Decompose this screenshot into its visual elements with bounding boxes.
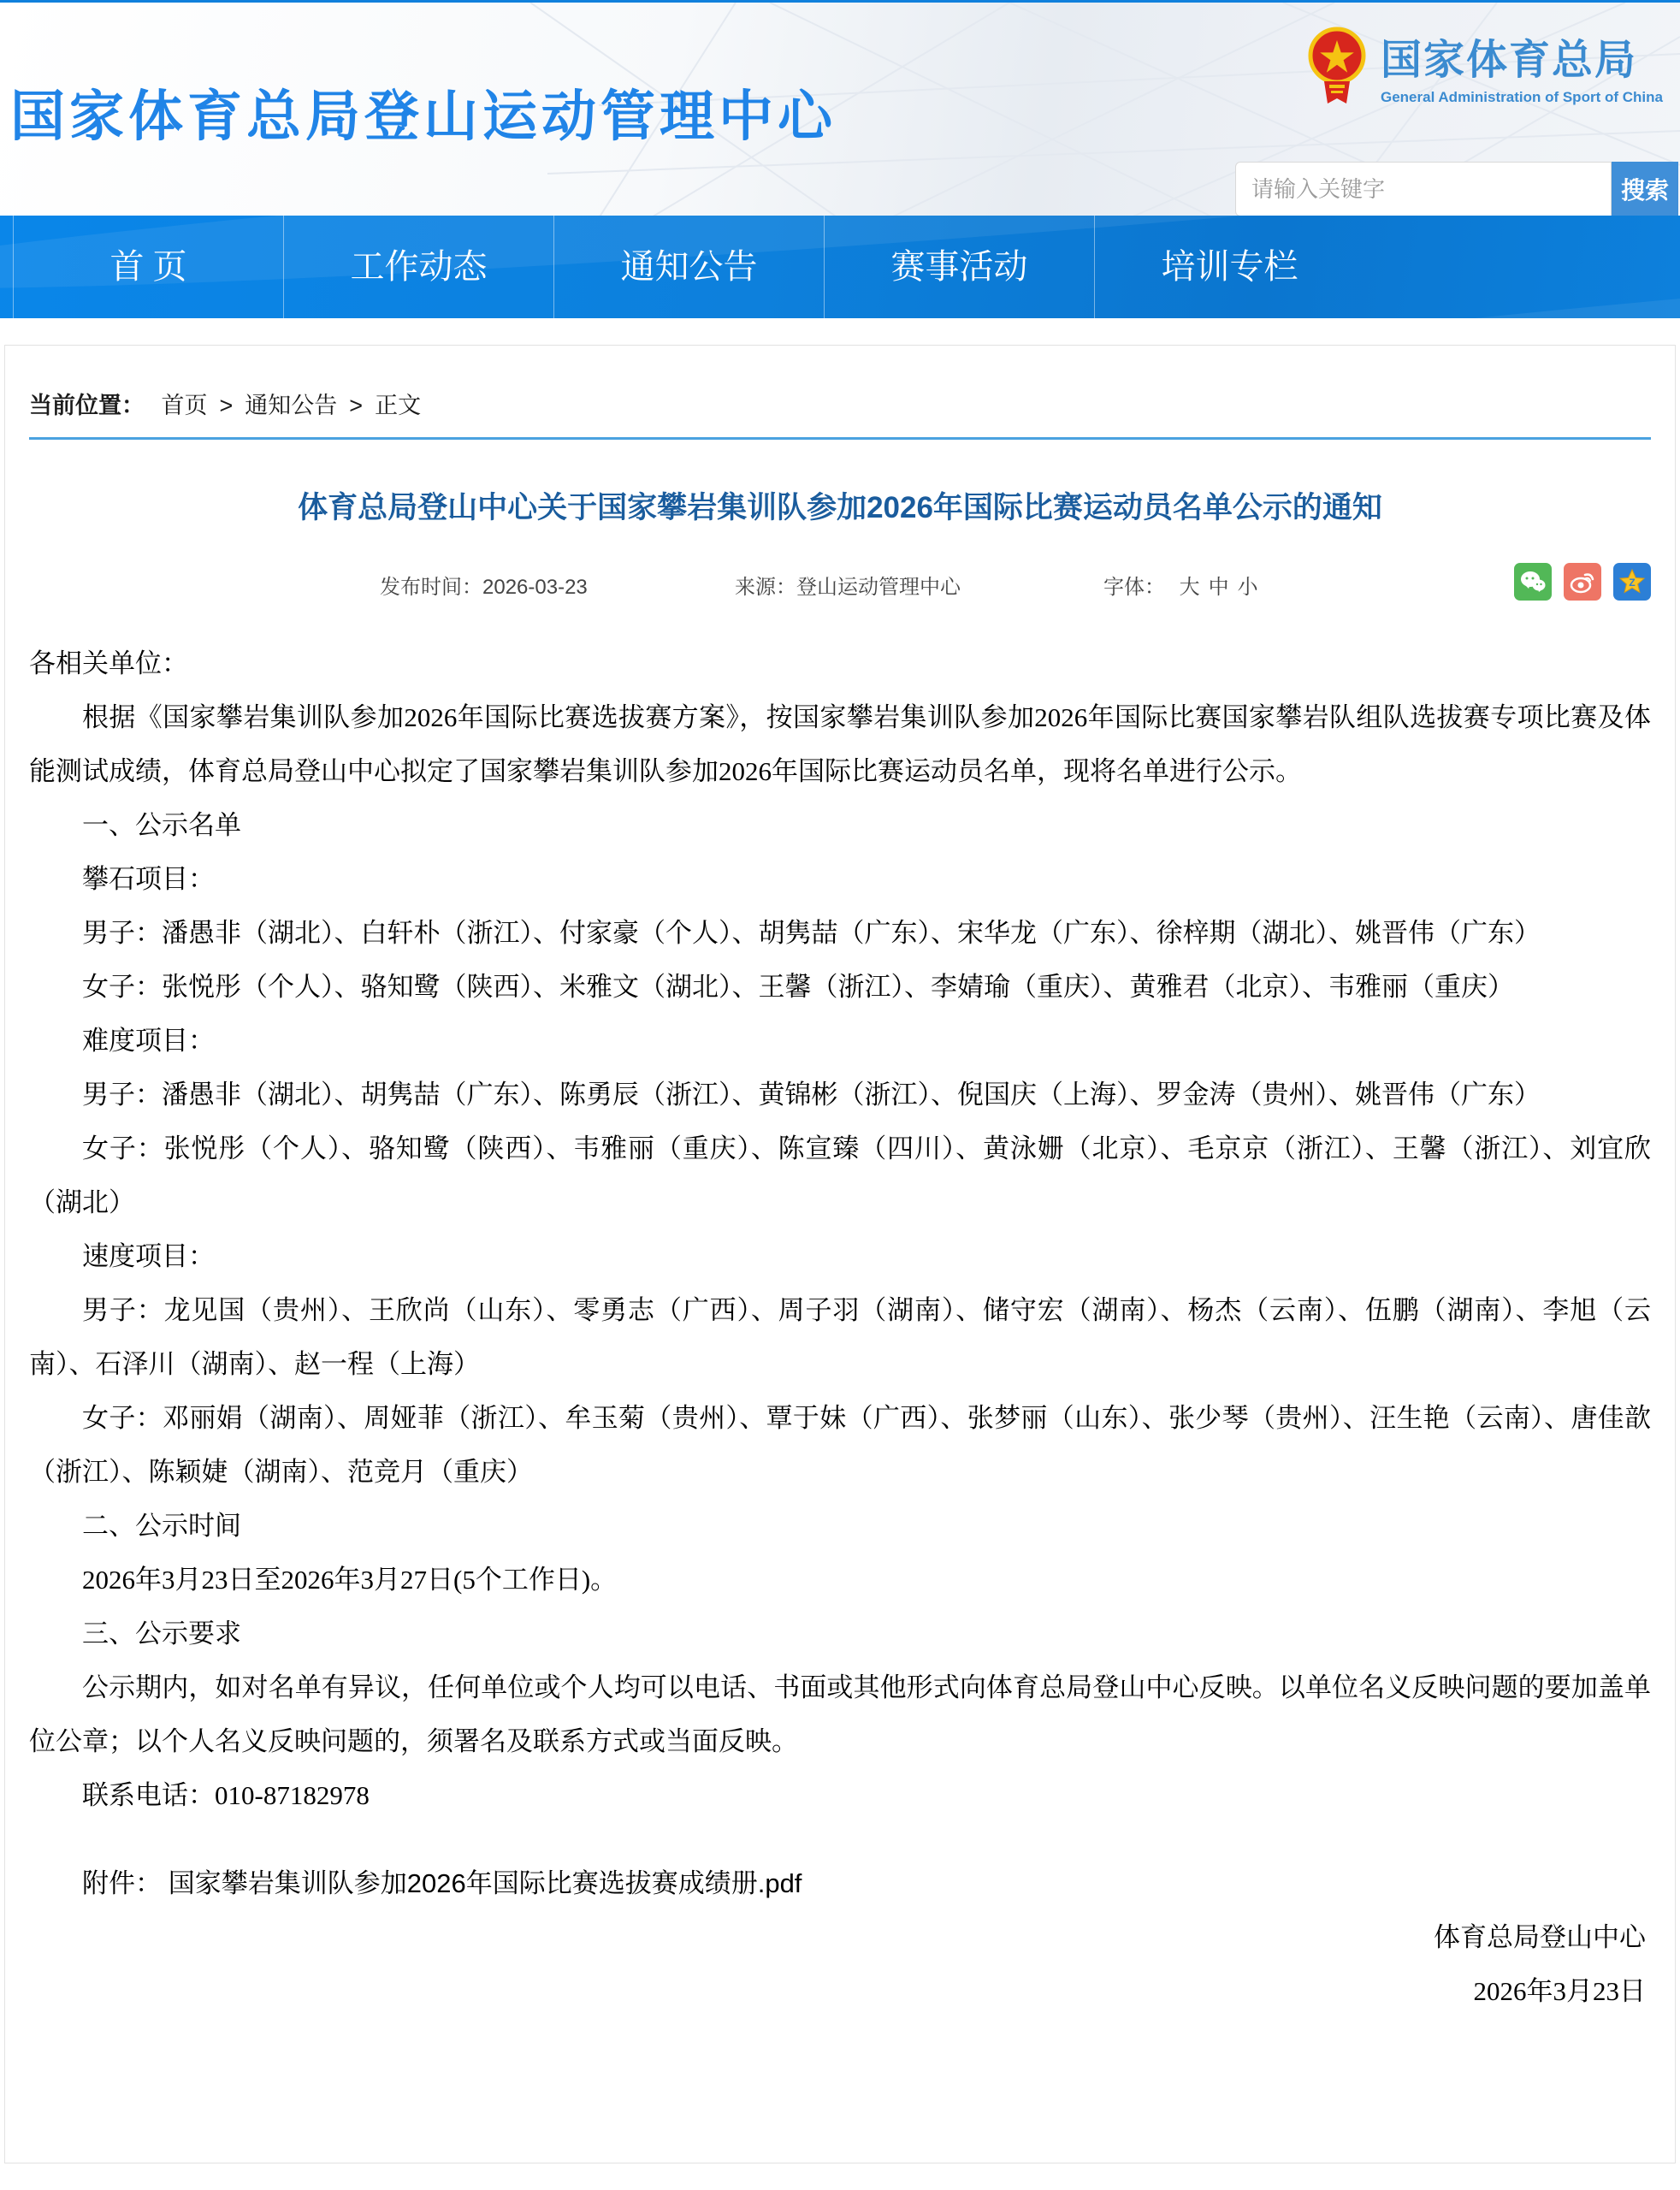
search-button[interactable]: 搜索: [1612, 162, 1678, 216]
publish-time-label: 发布时间：: [380, 576, 482, 599]
breadcrumb-separator: >: [349, 393, 364, 418]
article-paragraph-11: 男子：龙见国（贵州）、王欣尚（山东）、零勇志（广西）、周子羽（湖南）、储守宏（湖南）、杨杰（云南）、伍鹏（湖南）、李旭（云南）、石泽川（湖南）、赵一程（上海）: [29, 1295, 1651, 1379]
nav-item-3[interactable]: 通知公告: [553, 216, 824, 318]
blue-divider: [29, 437, 1651, 440]
wechat-share-icon[interactable]: [1514, 563, 1552, 601]
breadcrumb-item-1[interactable]: 首页: [161, 393, 208, 418]
breadcrumb-item-2[interactable]: 通知公告: [245, 393, 338, 418]
source-label: 来源：: [735, 576, 796, 599]
article-paragraph-7: 难度项目：: [82, 1026, 215, 1056]
article-paragraph-15: 三、公示要求: [82, 1619, 241, 1648]
font-size-option-1[interactable]: 大: [1179, 576, 1200, 599]
signature-date: 2026年3月23日: [1473, 1976, 1646, 2006]
font-size-label: 字体：: [1103, 576, 1165, 599]
article-footer: [29, 1856, 1651, 2018]
breadcrumb-separator: >: [219, 393, 234, 418]
article-paragraph-5: 男子：潘愚非（湖北）、白轩朴（浙江）、付家豪（个人）、胡隽喆（广东）、宋华龙（广东）、徐梓期（湖北）、姚晋伟（广东）: [82, 918, 1541, 948]
article-title: 体育总局登山中心关于国家攀岩集训队参加2026年国际比赛运动员名单公示的通知: [298, 491, 1382, 524]
nav-item-1[interactable]: 首 页: [13, 216, 283, 318]
weibo-share-icon[interactable]: [1564, 563, 1601, 601]
main-nav: [0, 216, 1680, 318]
gov-logo-title: 国家体育总局: [1381, 38, 1638, 83]
attachment-line: [29, 1856, 1651, 1910]
article-paragraph-9: 女子：张悦彤（个人）、骆知鹭（陕西）、韦雅丽（重庆）、陈宣臻（四川）、黄泳姗（北京）、毛京京（浙江）、王馨（浙江）、刘宜欣（湖北）: [29, 1133, 1651, 1217]
breadcrumb: [29, 346, 1651, 420]
article-paragraph-16: 公示期内，如对名单有异议，任何单位或个人均可以电话、书面或其他形式向体育总局登山中心反映。以单位名义反映问题的要加盖单位公章；以个人名义反映问题的，须署名及联系方式或当面反映。: [29, 1672, 1651, 1756]
article-paragraph-14: 2026年3月23日至2026年3月27日(5个工作日)。: [82, 1565, 618, 1595]
article-paragraph-12: 女子：邓丽娟（湖南）、周娅菲（浙江）、牟玉菊（贵州）、覃于妹（广西）、张梦丽（山东）、张少琴（贵州）、汪生艳（云南）、唐佳歆（浙江）、陈颖婕（湖南）、范竞月（重庆）: [29, 1403, 1651, 1487]
national-emblem-icon: [1307, 27, 1367, 105]
content-container: [4, 345, 1676, 2163]
source: [735, 570, 961, 600]
nav-item-4[interactable]: 赛事活动: [824, 216, 1094, 318]
article-paragraph-13: 二、公示时间: [82, 1511, 241, 1541]
breadcrumb-prefix: 当前位置：: [29, 393, 145, 418]
qzone-share-icon[interactable]: [1613, 563, 1651, 601]
font-size-option-2[interactable]: 中: [1208, 576, 1229, 599]
article-paragraph-8: 男子：潘愚非（湖北）、胡隽喆（广东）、陈勇辰（浙江）、黄锦彬（浙江）、倪国庆（上海）、罗金涛（贵州）、姚晋伟（广东）: [82, 1080, 1541, 1110]
attachment-label: 附件：: [82, 1868, 162, 1898]
article-paragraph-17: 联系电话：010-87182978: [82, 1780, 370, 1810]
font-size-option-3[interactable]: 小: [1237, 576, 1258, 599]
font-size-control: [1103, 570, 1258, 600]
signature-org: 体育总局登山中心: [1434, 1922, 1646, 1952]
gov-logo-subtitle: General Administration of Sport of China: [1381, 89, 1663, 105]
article-paragraph-1: 各相关单位：: [29, 648, 188, 678]
svg-text:Z: Z: [1629, 577, 1636, 589]
article-paragraph-6: 女子：张悦彤（个人）、骆知鹭（陕西）、米雅文（湖北）、王馨（浙江）、李婧瑜（重庆）、黄雅君（北京）、韦雅丽（重庆）: [82, 972, 1514, 1002]
article-paragraph-3: 一、公示名单: [82, 810, 241, 840]
site-title: 国家体育总局登山运动管理中心: [10, 86, 837, 147]
gov-logo[interactable]: [1307, 27, 1663, 106]
nav-item-2[interactable]: 工作动态: [283, 216, 553, 318]
article-paragraph-2: 根据《国家攀岩集训队参加2026年国际比赛选拔赛方案》，按国家攀岩集训队参加2026年国际比赛国家攀岩队组队选拔赛专项比赛及体能测试成绩，体育总局登山中心拟定了国家攀岩集训队参加2026年国际比赛运动员名单，现将名单进行公示。: [29, 702, 1651, 786]
breadcrumb-item-3: 正文: [375, 393, 422, 418]
publish-time-value: 2026-03-23: [482, 576, 588, 599]
search-bar: [1235, 162, 1678, 216]
article-paragraph-10: 速度项目：: [82, 1241, 215, 1271]
search-input[interactable]: [1235, 162, 1612, 216]
article-meta: [29, 563, 1651, 602]
article-paragraph-4: 攀石项目：: [82, 864, 215, 894]
page-header: [0, 0, 1680, 216]
attachment-link[interactable]: 国家攀岩集训队参加2026年国际比赛选拔赛成绩册.pdf: [168, 1868, 802, 1898]
nav-item-5[interactable]: 培训专栏: [1094, 216, 1364, 318]
publish-time: [380, 570, 588, 600]
article-body: [29, 636, 1651, 1822]
source-value: 登山运动管理中心: [796, 576, 961, 599]
share-icons: [1514, 563, 1651, 601]
nav-items: [0, 216, 1680, 318]
